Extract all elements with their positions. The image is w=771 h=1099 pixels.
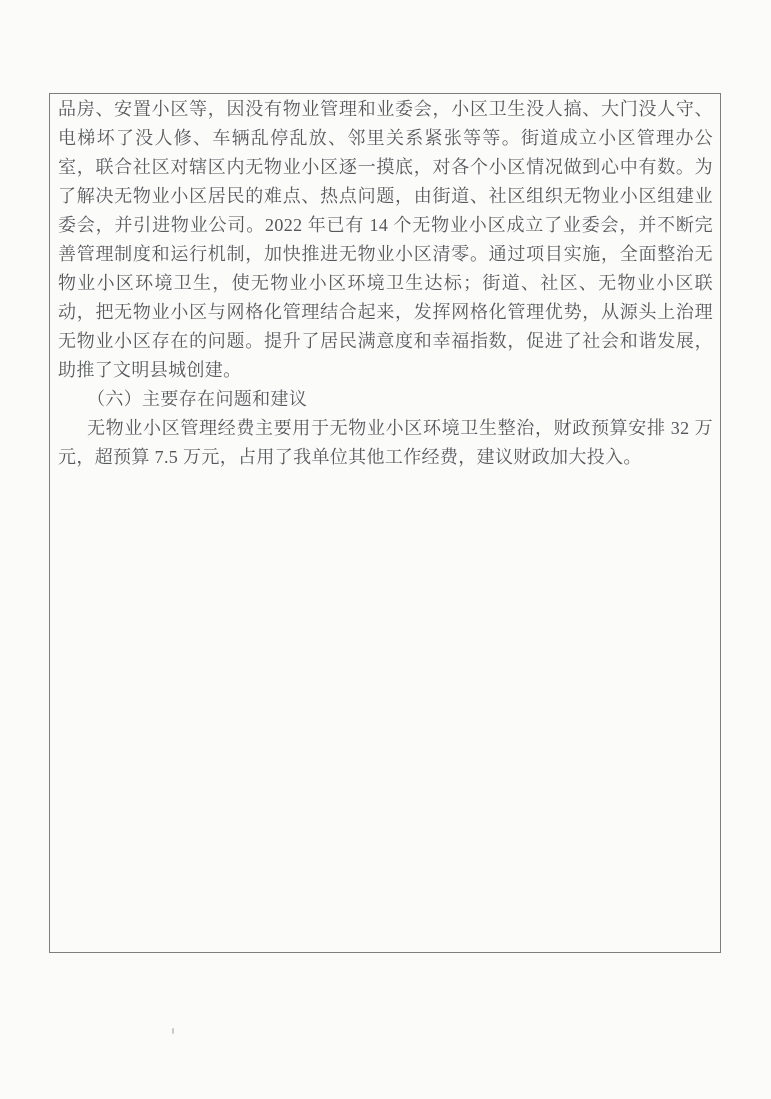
continuation-paragraph: 品房、安置小区等，因没有物业管理和业委会，小区卫生没人搞、大门没人守、电梯坏了没人修、车辆乱停乱放、邻里关系紧张等等。街道成立小区管理办公室，联合社区对辖区内无物业小区逐一摸底，对各个小区情况做到心中有数。为了解决无物业小区居民的难点、热点问题，由街道、社区组织无物业小区组建业委会，并引进物业公司。2022 年已有 14 个无物业小区成立了业委会，并不断完善管理制度和运行机制，加快推进无物业小区清零。通过项目实施，全面整治无物业小区环境卫生，使无物业小区环境卫生达标；街道、社区、无物业小区联动，把无物业小区与网格化管理结合起来，发挥网格化管理优势，从源头上治理无物业小区存在的问题。提升了居民满意度和幸福指数，促进了社会和谐发展，助推了文明县城创建。 xyxy=(58,99,713,380)
body-paragraph: 无物业小区管理经费主要用于无物业小区环境卫生整治，财政预算安排 32 万元，超预算 7.5 万元，占用了我单位其他工作经费，建议财政加大投入。 xyxy=(58,418,713,467)
scan-artifact-mark xyxy=(172,1028,174,1034)
section-heading: （六）主要存在问题和建议 xyxy=(87,389,308,409)
table-cell xyxy=(49,93,721,953)
